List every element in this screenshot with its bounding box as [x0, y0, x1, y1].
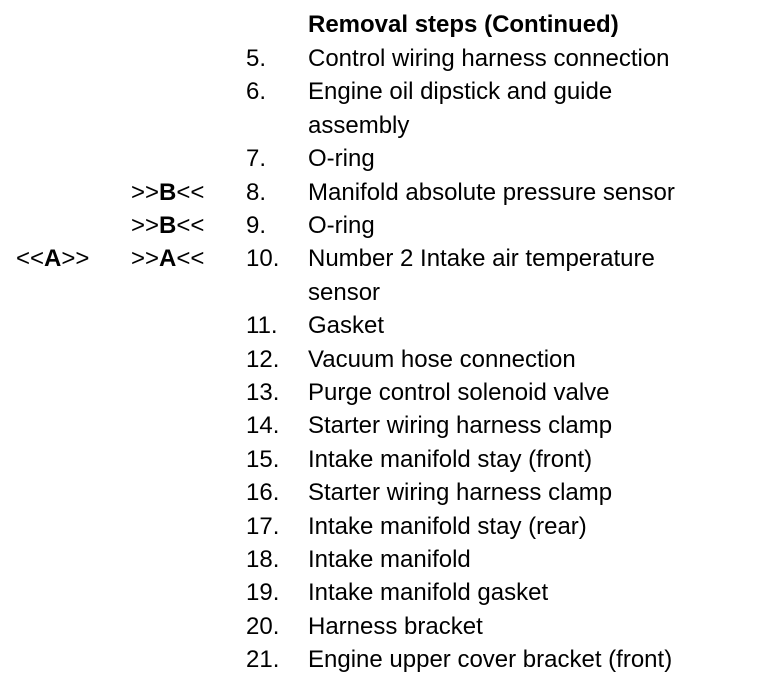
step-row — [0, 543, 768, 576]
step-row — [0, 343, 768, 376]
step-number: 7. — [246, 145, 267, 172]
step-number: 21. — [246, 646, 280, 673]
step-number: 13. — [246, 379, 280, 406]
step-text: Manifold absolute pressure sensor — [308, 179, 675, 206]
step-text-continuation: sensor — [308, 279, 381, 306]
installation-ref-letter: A — [44, 245, 62, 272]
step-text: Engine upper cover bracket (front) — [308, 646, 673, 673]
step-row — [0, 576, 768, 609]
step-row — [0, 510, 768, 543]
step-row — [0, 242, 768, 275]
removal-ref-suffix: << — [176, 179, 205, 206]
step-text: Intake manifold gasket — [308, 579, 549, 606]
step-text: Engine oil dipstick and guide — [308, 78, 613, 105]
step-text: O-ring — [308, 145, 375, 172]
removal-ref-prefix: >> — [131, 245, 160, 272]
step-number: 6. — [246, 78, 267, 105]
step-row — [0, 42, 768, 75]
removal-ref-letter: B — [159, 179, 177, 206]
step-number: 9. — [246, 212, 267, 239]
step-number: 12. — [246, 346, 280, 373]
step-text: Number 2 Intake air temperature — [308, 245, 655, 272]
step-text: Intake manifold stay (front) — [308, 446, 593, 473]
section-heading: Removal steps (Continued) — [308, 11, 619, 38]
step-row — [0, 476, 768, 509]
step-number: 19. — [246, 579, 280, 606]
step-row — [0, 443, 768, 476]
step-row — [0, 376, 768, 409]
step-text: Intake manifold — [308, 546, 471, 573]
step-text: Harness bracket — [308, 613, 483, 640]
installation-ref — [16, 242, 89, 275]
step-text: Starter wiring harness clamp — [308, 412, 613, 439]
step-row — [0, 75, 768, 108]
step-row — [0, 610, 768, 643]
removal-ref-suffix: << — [176, 212, 205, 239]
step-row — [0, 309, 768, 342]
removal-ref-letter: B — [159, 212, 177, 239]
step-number: 5. — [246, 45, 267, 72]
step-text: Control wiring harness connection — [308, 45, 670, 72]
step-number: 17. — [246, 513, 280, 540]
step-number: 10. — [246, 245, 280, 272]
step-number: 18. — [246, 546, 280, 573]
step-text: Vacuum hose connection — [308, 346, 576, 373]
removal-ref-prefix: >> — [131, 212, 160, 239]
step-number: 15. — [246, 446, 280, 473]
step-row — [0, 409, 768, 442]
removal-ref — [131, 242, 204, 275]
removal-ref-letter: A — [159, 245, 177, 272]
step-number: 20. — [246, 613, 280, 640]
installation-ref-suffix: >> — [61, 245, 90, 272]
step-number: 8. — [246, 179, 267, 206]
removal-ref-suffix: << — [176, 245, 205, 272]
step-number: 14. — [246, 412, 280, 439]
step-row — [0, 142, 768, 175]
step-text: Gasket — [308, 312, 385, 339]
step-row — [0, 176, 768, 209]
step-row — [0, 643, 768, 676]
step-text: Intake manifold stay (rear) — [308, 513, 587, 540]
step-number: 16. — [246, 479, 280, 506]
removal-ref — [131, 209, 204, 242]
step-row — [0, 209, 768, 242]
removal-ref — [131, 176, 204, 209]
installation-ref-prefix: << — [16, 245, 45, 272]
step-text: O-ring — [308, 212, 375, 239]
removal-ref-prefix: >> — [131, 179, 160, 206]
step-text: Starter wiring harness clamp — [308, 479, 613, 506]
step-number: 11. — [246, 312, 278, 339]
step-text: Purge control solenoid valve — [308, 379, 610, 406]
step-text-continuation: assembly — [308, 112, 410, 139]
